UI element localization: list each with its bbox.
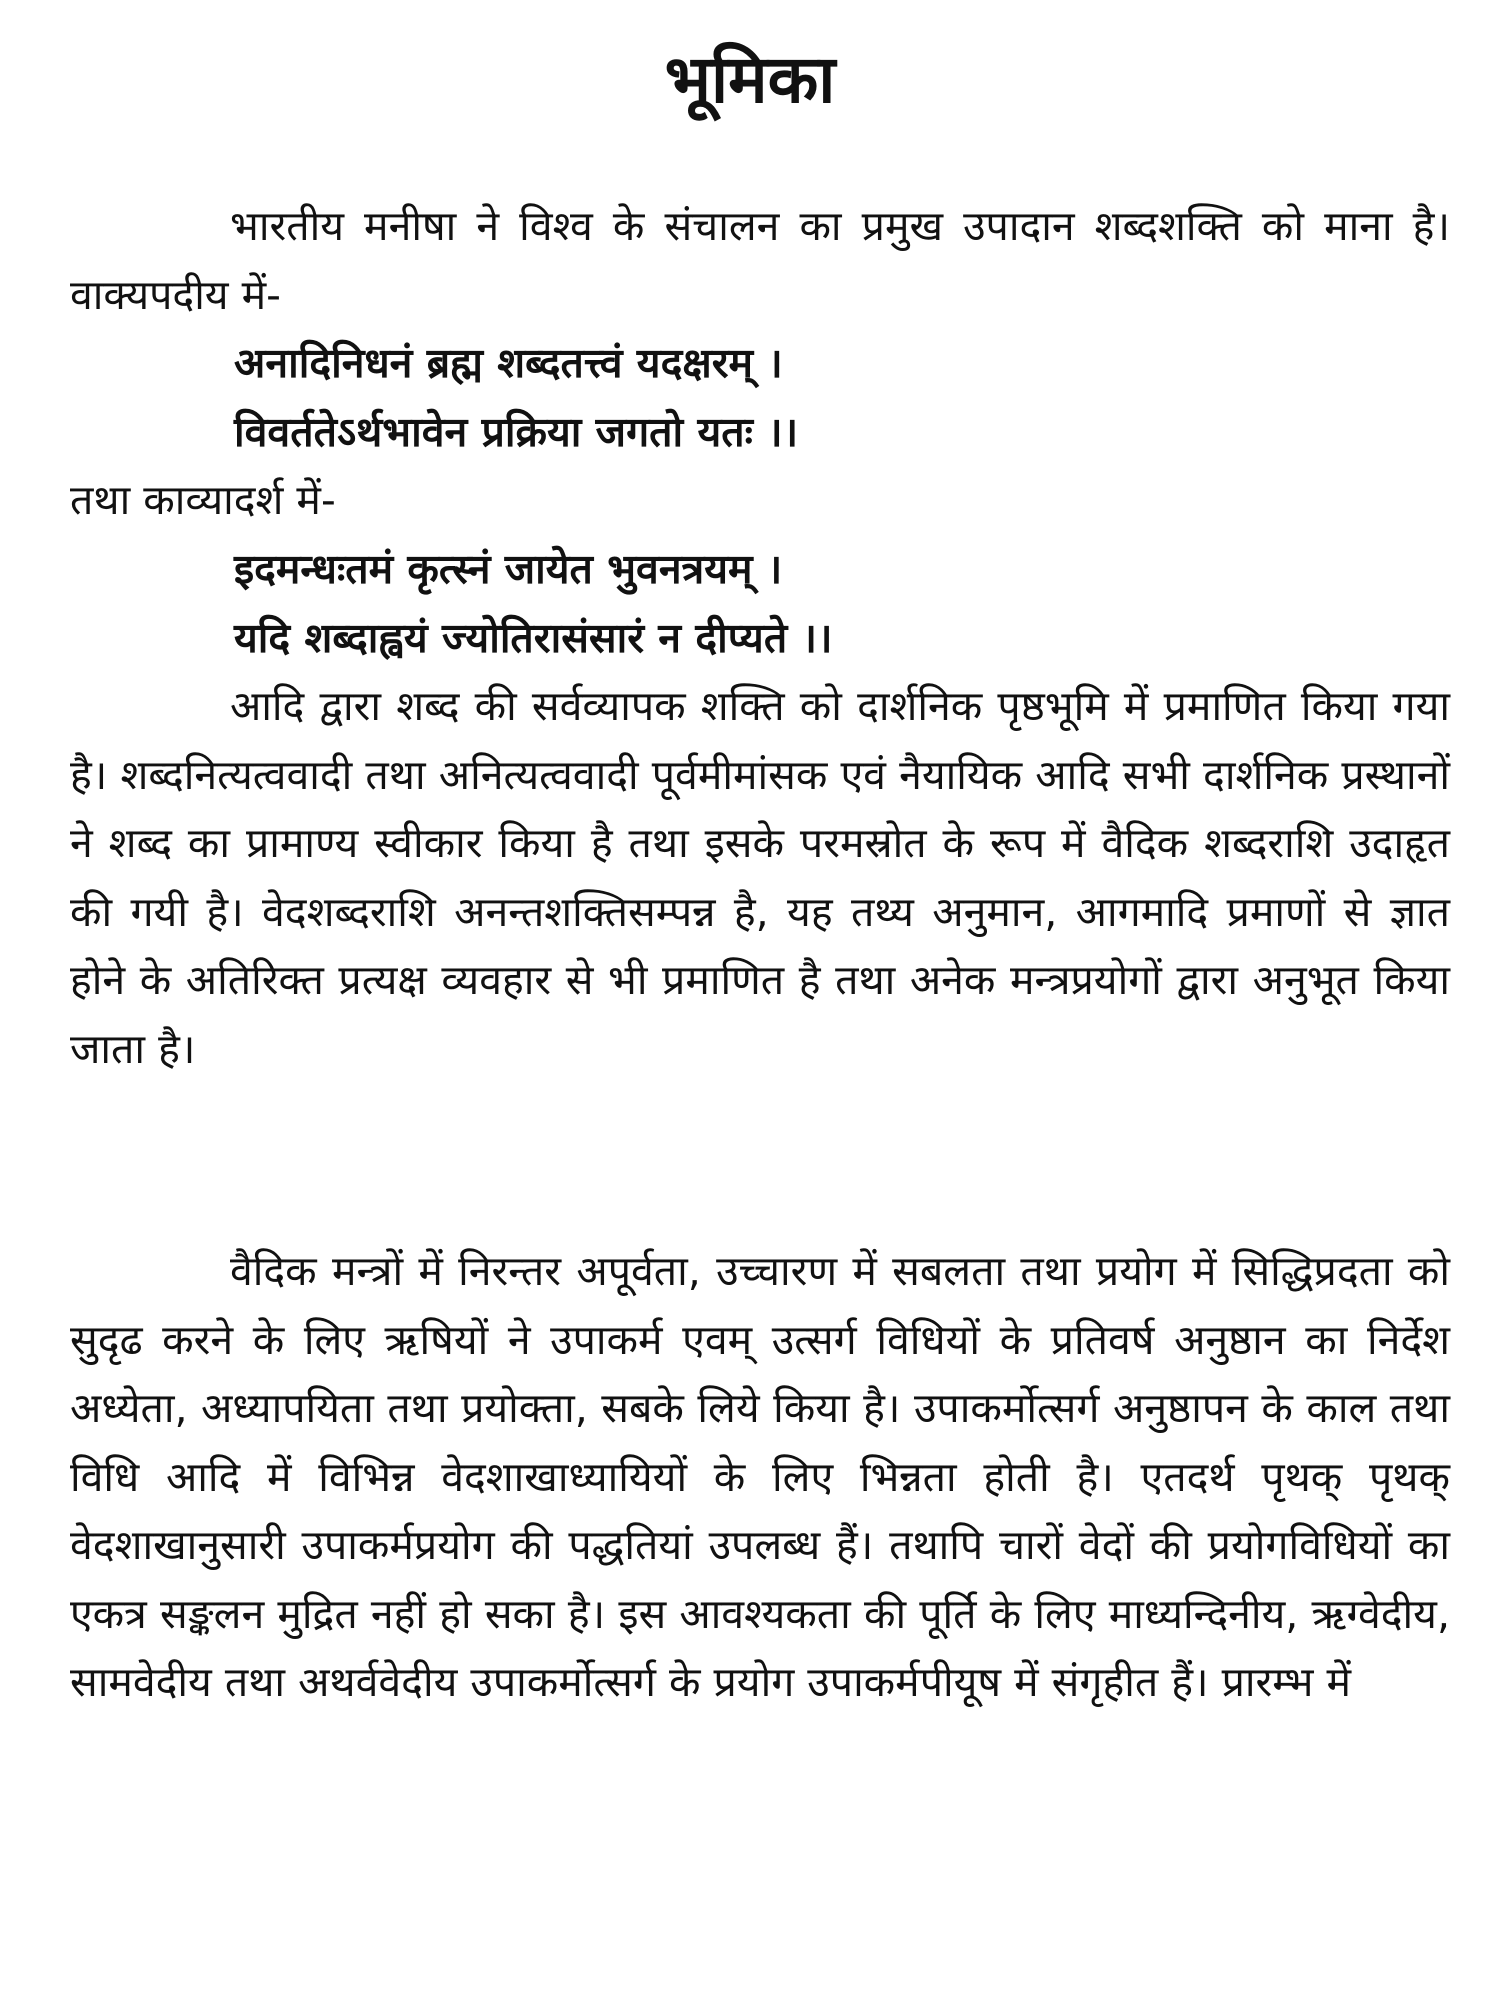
body-paragraph: वैदिक मन्त्रों में निरन्तर अपूर्वता, उच्चारण में सबलता तथा प्रयोग में सिद्धिप्रदता को सुदृढ करने के लिए ऋषियों ने उपाकर्म एवम् उत्सर्ग विधियों के प्रतिवर्ष अनुष्ठान का निर्देश अध्येता, अध्यापयिता तथा प्रयोक्ता, सबके लिये किया है। उपाकर्मोत्सर्ग अनुष्ठापन के काल तथा विधि आदि में विभिन्न वेदशाखाध्यायियों के लिए भिन्नता होती है। एतदर्थ पृथक् पृथक् वेदशाखानुसारी उपाकर्मप्रयोग की पद्धतियां उपलब्ध हैं। तथापि चारों वेदों की प्रयोगविधियों का एकत्र सङ्कलन मुद्रित नहीं हो सका है। इस आवश्यकता की पूर्ति के लिए माध्यन्दिनीय, ऋग्वेदीय, सामवेदीय तथा अथर्ववेदीय उपाकर्मोत्सर्ग के प्रयोग उपाकर्मपीयूष में संगृहीत हैं। प्रारम्भ में [70, 1247, 1450, 1706]
page-title: भूमिका [664, 41, 836, 118]
verse-line: यदि शब्दाह्वयं ज्योतिरासंसारं न दीप्यते ।। [234, 613, 833, 662]
connector-line: तथा काव्यादर्श में- [70, 476, 336, 524]
intro-paragraph: भारतीय मनीषा ने विश्व के संचालन का प्रमुख उपादान शब्दशक्ति को माना है। वाक्यपदीय में- [70, 202, 1450, 319]
body-paragraph: आदि द्वारा शब्द की सर्वव्यापक शक्ति को दार्शनिक पृष्ठभूमि में प्रमाणित किया गया है। शब्दनित्यत्ववादी तथा अनित्यत्ववादी पूर्वमीमांसक एवं नैयायिक आदि सभी दार्शनिक प्रस्थानों ने शब्द का प्रामाण्य स्वीकार किया है तथा इसके परमस्रोत के रूप में वैदिक शब्दराशि उदाहृत की गयी है। वेदशब्दराशि अनन्तशक्तिसम्पन्न है, यह तथ्य अनुमान, आगमादि प्रमाणों से ज्ञात होने के अतिरिक्त प्रत्यक्ष व्यवहार से भी प्रमाणित है तथा अनेक मन्त्रप्रयोगों द्वारा अनुभूत किया जाता है। [70, 682, 1450, 1073]
verse-line: इदमन्धःतमं कृत्स्नं जायेत भुवनत्रयम् । [234, 545, 783, 593]
verse-line: अनादिनिधनं ब्रह्म शब्दतत्त्वं यदक्षरम् । [234, 339, 783, 387]
verse-vakyapadiya [234, 329, 1434, 466]
verse-kavyadarsha [234, 535, 1434, 672]
verse-line: विवर्ततेऽर्थभावेन प्रक्रिया जगतो यतः ।। [234, 407, 799, 456]
